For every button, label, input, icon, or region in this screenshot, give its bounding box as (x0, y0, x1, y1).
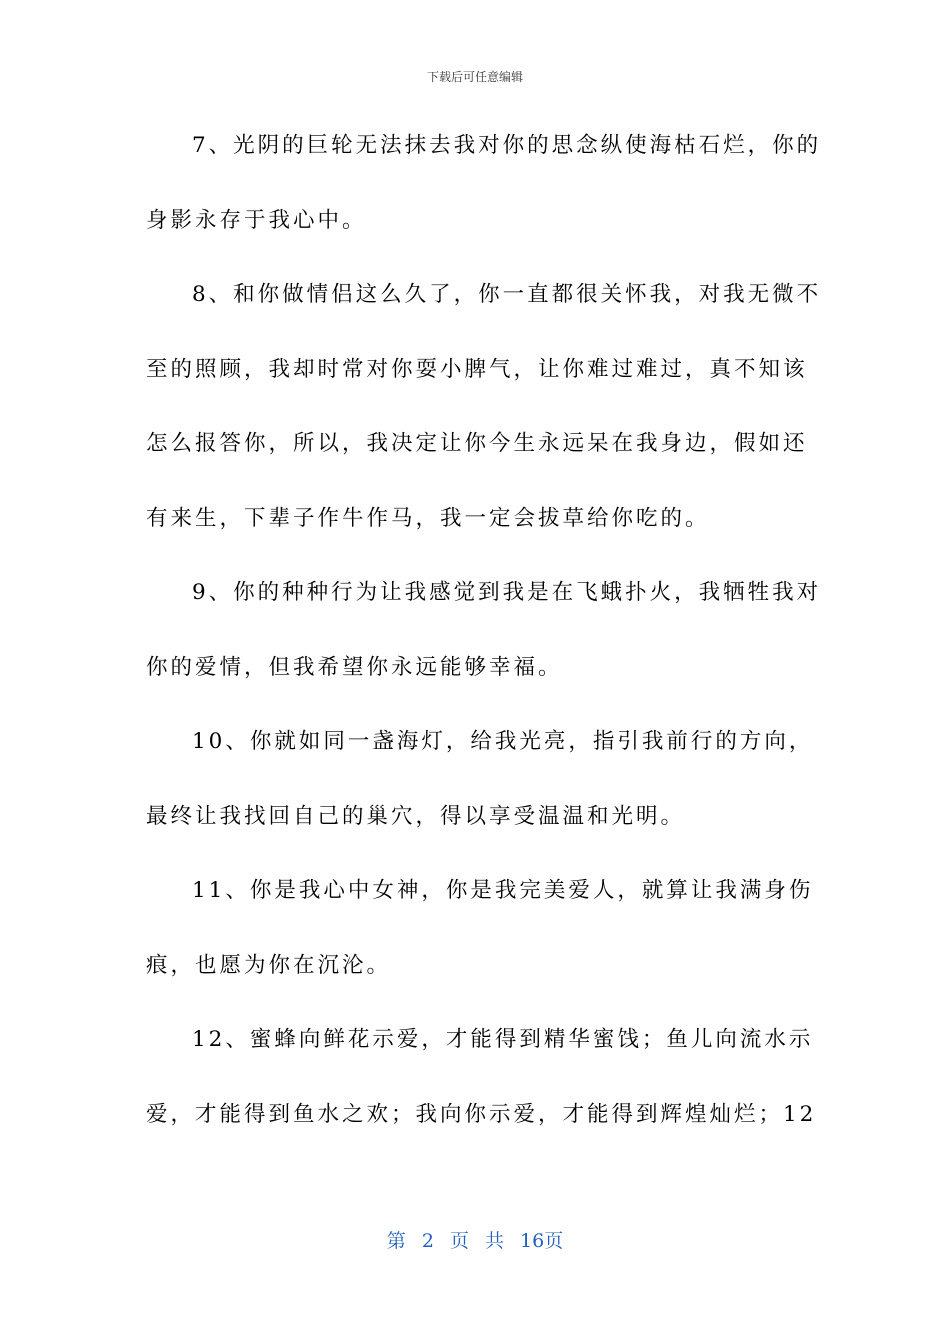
paragraph-line: 至的照顾，我却时常对你耍小脾气，让你难过难过，真不知该 (146, 356, 808, 382)
paragraph-line: 10、你就如同一盏海灯，给我光亮，指引我前行的方向， (192, 729, 814, 754)
paragraph-line: 你的爱情，但我希望你永远能够幸福。 (146, 654, 563, 680)
page-header-note: 下载后可任意编辑 (426, 70, 523, 84)
paragraph-line: 身影永存于我心中。 (146, 207, 367, 233)
paragraph-line: 最终让我找回自己的巢穴，得以享受温温和光明。 (146, 803, 686, 829)
paragraph-line: 11、你是我心中女神，你是我完美爱人，就算让我满身伤 (192, 878, 814, 903)
page-footer: 第 2 页 共 16页 (386, 1230, 564, 1252)
paragraph-line: 8、和你做情侣这么久了，你一直都很关怀我，对我无微不 (192, 282, 822, 307)
paragraph-line: 痕，也愿为你在沉沦。 (146, 952, 392, 978)
paragraph-line: 有来生，下辈子作牛作马，我一定会拔草给你吃的。 (146, 505, 710, 531)
paragraph-line: 12、蜜蜂向鲜花示爱，才能得到精华蜜饯；鱼儿向流水示 (192, 1027, 814, 1052)
paragraph-line: 9、你的种种行为让我感觉到我是在飞蛾扑火，我牺牲我对 (192, 580, 822, 605)
document-body (146, 120, 822, 1163)
paragraph-line: 怎么报答你，所以，我决定让你今生永远呆在我身边，假如还 (146, 431, 808, 456)
paragraph-line: 爱，才能得到鱼水之欢；我向你示爱，才能得到辉煌灿烂；12 (146, 1101, 817, 1127)
paragraph-line: 7、光阴的巨轮无法抹去我对你的思念纵使海枯石烂，你的 (192, 133, 822, 158)
